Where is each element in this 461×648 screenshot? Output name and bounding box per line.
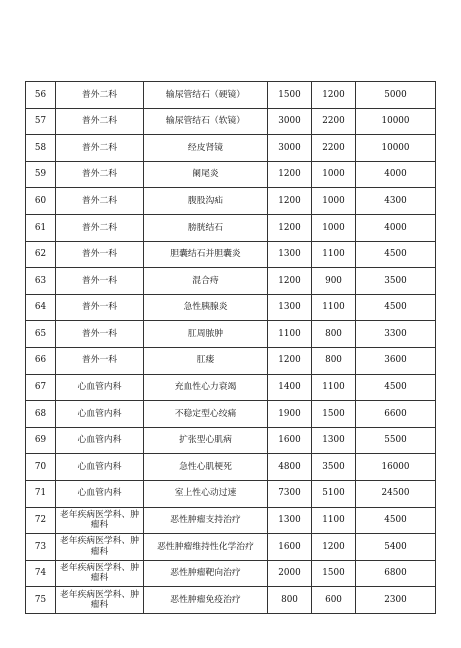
cell-no: 60 (26, 188, 56, 215)
cell-dept: 普外二科 (56, 214, 144, 241)
cell-no: 56 (26, 82, 56, 109)
cell-item: 不稳定型心绞痛 (144, 401, 268, 428)
cell-item: 充血性心力衰竭 (144, 374, 268, 401)
cell-item: 室上性心动过速 (144, 480, 268, 507)
cell-dept: 普外二科 (56, 135, 144, 162)
cell-no: 69 (26, 427, 56, 454)
cell-item: 急性心肌梗死 (144, 454, 268, 481)
table-row (26, 82, 436, 109)
cell-no: 68 (26, 401, 56, 428)
cell-item: 输尿管结石（软镜） (144, 108, 268, 135)
cell-price-1: 3000 (268, 135, 312, 162)
cell-price-3: 4500 (356, 294, 436, 321)
table-row (26, 480, 436, 507)
cell-price-2: 2200 (312, 135, 356, 162)
cell-item: 混合痔 (144, 268, 268, 295)
cell-item: 恶性肿瘤靶向治疗 (144, 560, 268, 587)
cell-no: 59 (26, 161, 56, 188)
cell-price-1: 1200 (268, 161, 312, 188)
cell-price-2: 2200 (312, 108, 356, 135)
cell-price-1: 1200 (268, 268, 312, 295)
cell-item: 恶性肿瘤免疫治疗 (144, 587, 268, 614)
cell-dept: 老年疾病医学科、肿瘤科 (56, 534, 144, 561)
cell-dept: 心血管内科 (56, 374, 144, 401)
cell-dept: 普外一科 (56, 321, 144, 348)
cell-price-1: 1400 (268, 374, 312, 401)
cell-item: 急性胰腺炎 (144, 294, 268, 321)
cell-price-1: 1600 (268, 534, 312, 561)
cell-item: 输尿管结石（硬镜） (144, 82, 268, 109)
cell-price-2: 5100 (312, 480, 356, 507)
cell-no: 74 (26, 560, 56, 587)
table-row (26, 161, 436, 188)
table-row (26, 347, 436, 374)
cell-no: 70 (26, 454, 56, 481)
cell-item: 扩张型心肌病 (144, 427, 268, 454)
cell-price-1: 1200 (268, 214, 312, 241)
cell-price-2: 1100 (312, 374, 356, 401)
cell-price-2: 1300 (312, 427, 356, 454)
table-row (26, 188, 436, 215)
cell-price-2: 1500 (312, 401, 356, 428)
fee-table (25, 81, 436, 614)
fee-table-body (26, 82, 436, 614)
cell-item: 膀胱结石 (144, 214, 268, 241)
table-row (26, 587, 436, 614)
cell-price-1: 1900 (268, 401, 312, 428)
table-row (26, 401, 436, 428)
cell-no: 58 (26, 135, 56, 162)
cell-price-2: 900 (312, 268, 356, 295)
cell-price-2: 600 (312, 587, 356, 614)
cell-price-2: 1000 (312, 161, 356, 188)
cell-price-2: 1100 (312, 241, 356, 268)
cell-price-2: 3500 (312, 454, 356, 481)
cell-item: 肛瘘 (144, 347, 268, 374)
cell-price-1: 1300 (268, 507, 312, 534)
cell-price-1: 3000 (268, 108, 312, 135)
cell-price-3: 4500 (356, 241, 436, 268)
cell-price-3: 4300 (356, 188, 436, 215)
cell-dept: 心血管内科 (56, 427, 144, 454)
cell-price-3: 10000 (356, 108, 436, 135)
cell-dept: 老年疾病医学科、肿瘤科 (56, 560, 144, 587)
cell-price-2: 1000 (312, 214, 356, 241)
table-row (26, 374, 436, 401)
cell-item: 肛周脓肿 (144, 321, 268, 348)
cell-price-3: 2300 (356, 587, 436, 614)
cell-no: 75 (26, 587, 56, 614)
cell-price-2: 1100 (312, 507, 356, 534)
cell-price-3: 24500 (356, 480, 436, 507)
cell-dept: 心血管内科 (56, 454, 144, 481)
cell-item: 胆囊结石并胆囊炎 (144, 241, 268, 268)
cell-dept: 普外二科 (56, 82, 144, 109)
table-row (26, 135, 436, 162)
cell-dept: 普外二科 (56, 161, 144, 188)
cell-item: 腹股沟疝 (144, 188, 268, 215)
cell-dept: 普外二科 (56, 188, 144, 215)
cell-price-1: 800 (268, 587, 312, 614)
cell-no: 71 (26, 480, 56, 507)
cell-price-1: 2000 (268, 560, 312, 587)
table-row (26, 507, 436, 534)
cell-price-1: 1500 (268, 82, 312, 109)
cell-price-2: 1200 (312, 534, 356, 561)
cell-item: 恶性肿瘤维持性化学治疗 (144, 534, 268, 561)
cell-price-1: 1200 (268, 188, 312, 215)
table-row (26, 534, 436, 561)
cell-dept: 普外一科 (56, 294, 144, 321)
cell-dept: 心血管内科 (56, 401, 144, 428)
cell-price-3: 3600 (356, 347, 436, 374)
cell-price-1: 1300 (268, 241, 312, 268)
cell-price-3: 4500 (356, 507, 436, 534)
table-row (26, 560, 436, 587)
cell-price-3: 3500 (356, 268, 436, 295)
cell-price-3: 4500 (356, 374, 436, 401)
table-row (26, 214, 436, 241)
cell-dept: 普外一科 (56, 347, 144, 374)
cell-price-2: 1200 (312, 82, 356, 109)
cell-dept: 老年疾病医学科、肿瘤科 (56, 587, 144, 614)
cell-price-3: 5500 (356, 427, 436, 454)
table-row (26, 321, 436, 348)
cell-price-3: 6600 (356, 401, 436, 428)
cell-no: 65 (26, 321, 56, 348)
cell-dept: 普外二科 (56, 108, 144, 135)
cell-dept: 老年疾病医学科、肿瘤科 (56, 507, 144, 534)
table-row (26, 241, 436, 268)
cell-price-1: 7300 (268, 480, 312, 507)
cell-price-3: 5400 (356, 534, 436, 561)
cell-price-3: 4000 (356, 214, 436, 241)
cell-no: 73 (26, 534, 56, 561)
cell-price-2: 800 (312, 347, 356, 374)
cell-item: 经皮肾镜 (144, 135, 268, 162)
cell-no: 57 (26, 108, 56, 135)
cell-price-1: 4800 (268, 454, 312, 481)
cell-no: 61 (26, 214, 56, 241)
cell-price-1: 1100 (268, 321, 312, 348)
cell-price-1: 1300 (268, 294, 312, 321)
cell-price-3: 16000 (356, 454, 436, 481)
cell-no: 67 (26, 374, 56, 401)
cell-item: 恶性肿瘤支持治疗 (144, 507, 268, 534)
cell-no: 72 (26, 507, 56, 534)
cell-price-3: 3300 (356, 321, 436, 348)
cell-dept: 普外一科 (56, 241, 144, 268)
cell-item: 阑尾炎 (144, 161, 268, 188)
table-row (26, 454, 436, 481)
cell-no: 63 (26, 268, 56, 295)
cell-price-2: 1500 (312, 560, 356, 587)
cell-no: 62 (26, 241, 56, 268)
cell-price-1: 1600 (268, 427, 312, 454)
cell-no: 64 (26, 294, 56, 321)
cell-no: 66 (26, 347, 56, 374)
cell-price-2: 1000 (312, 188, 356, 215)
cell-price-3: 4000 (356, 161, 436, 188)
cell-price-1: 1200 (268, 347, 312, 374)
table-row (26, 294, 436, 321)
cell-dept: 普外一科 (56, 268, 144, 295)
cell-price-3: 10000 (356, 135, 436, 162)
cell-price-2: 1100 (312, 294, 356, 321)
cell-price-2: 800 (312, 321, 356, 348)
table-row (26, 268, 436, 295)
cell-price-3: 5000 (356, 82, 436, 109)
cell-price-3: 6800 (356, 560, 436, 587)
table-row (26, 427, 436, 454)
cell-dept: 心血管内科 (56, 480, 144, 507)
table-row (26, 108, 436, 135)
